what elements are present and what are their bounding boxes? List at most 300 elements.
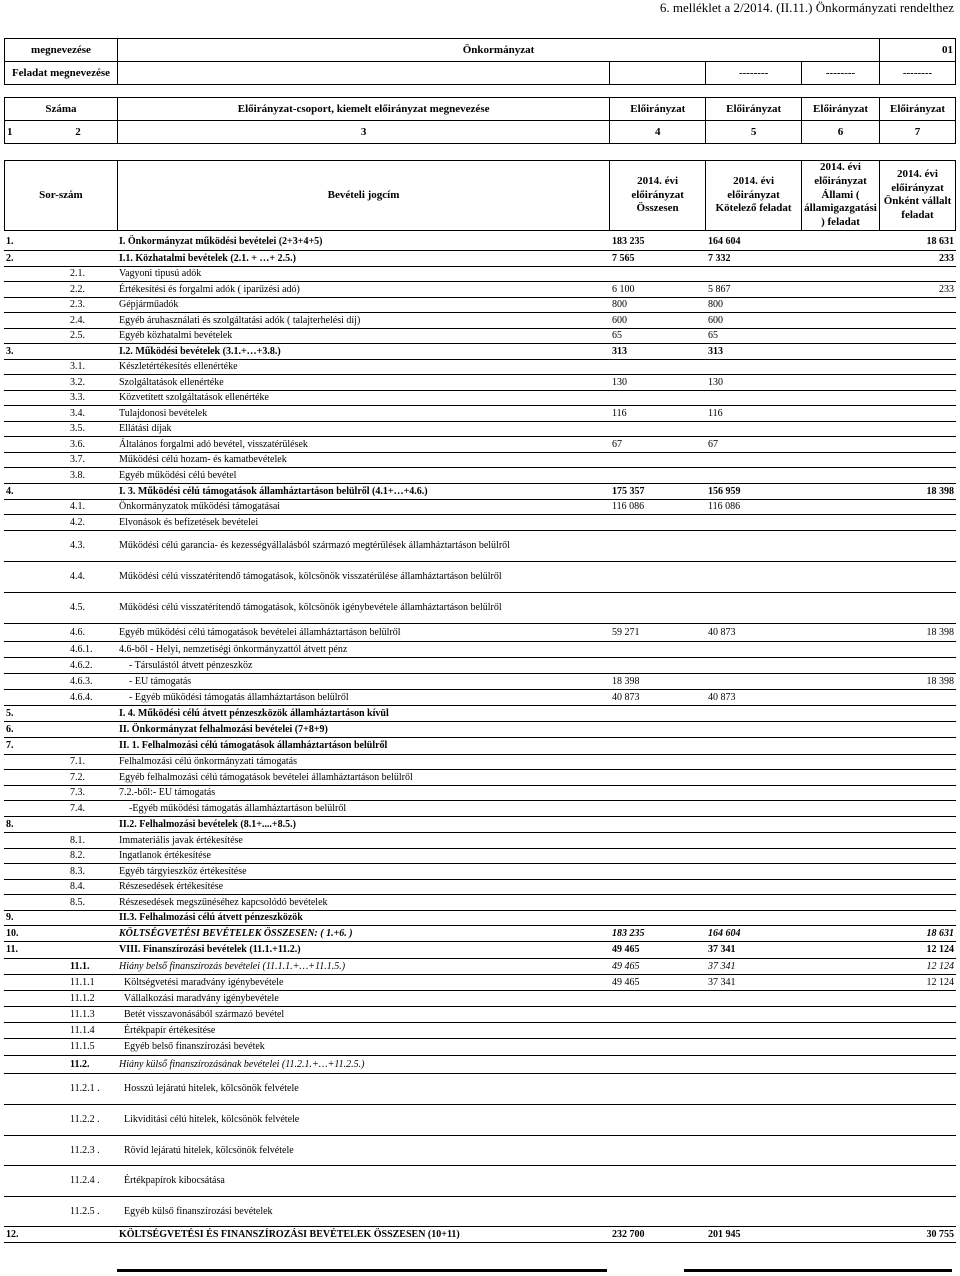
value-kotelezo [706, 1104, 802, 1135]
row-label: Tulajdonosi bevételek [117, 405, 610, 421]
table-row [4, 467, 956, 483]
row-number [4, 1073, 64, 1104]
form-header [4, 38, 956, 144]
row-number [4, 800, 64, 816]
row-label: Ellátási díjak [117, 421, 610, 436]
row-number [4, 328, 64, 343]
row-subnumber: 8.4. [64, 879, 117, 894]
row-number [4, 1006, 64, 1022]
table-row [4, 990, 956, 1006]
value-kotelezo [706, 657, 802, 673]
col-title-3: Előirányzat [802, 98, 880, 121]
value-allami [802, 1165, 880, 1196]
table-row [4, 910, 956, 925]
row-subnumber: 11.1.3 [64, 1006, 117, 1022]
value-kotelezo: 313 [706, 343, 802, 359]
col-num-2: 2 [75, 126, 81, 138]
row-subnumber [64, 721, 117, 737]
value-osszesen [610, 894, 706, 910]
table-row [4, 657, 956, 673]
task-dash-2: -------- [802, 62, 880, 85]
table-row [4, 530, 956, 561]
value-osszesen [610, 514, 706, 530]
value-onkent [880, 689, 956, 705]
value-osszesen: 40 873 [610, 689, 706, 705]
row-subnumber [64, 483, 117, 499]
row-subnumber: 11.1. [64, 958, 117, 974]
value-kotelezo: 600 [706, 312, 802, 328]
row-label: Elvonások és befizetések bevételei [117, 514, 610, 530]
signature-line-left [117, 1269, 607, 1272]
col-jogcim: Bevételi jogcím [117, 161, 609, 231]
value-onkent [880, 1006, 956, 1022]
value-osszesen: 183 235 [610, 925, 706, 941]
table-row [4, 754, 956, 769]
row-subnumber: 11.2.3 . [64, 1135, 117, 1165]
row-label: Működési célú visszatérítendő támogatások, kölcsönök igénybevétele államháztartáson belülről [117, 592, 610, 623]
row-label: Hiány külső finanszírozásának bevételei (11.2.1.+…+11.2.5.) [117, 1055, 610, 1073]
value-kotelezo: 37 341 [706, 941, 802, 958]
col-kotelezo: 2014. évi előirányzat Kötelező feladat [706, 161, 802, 231]
row-label: II.2. Felhalmozási bevételek (8.1+....+8.5.) [117, 816, 610, 832]
row-number: 10. [4, 925, 64, 941]
value-onkent [880, 421, 956, 436]
value-allami [802, 1022, 880, 1038]
row-label: Részesedések megszűnéséhez kapcsolódó bevételek [117, 894, 610, 910]
row-subnumber: 3.3. [64, 390, 117, 405]
row-label: I.1. Közhatalmi bevételek (2.1. + …+ 2.5.) [117, 250, 610, 266]
column-headers [4, 160, 956, 231]
row-number [4, 832, 64, 848]
value-osszesen: 67 [610, 436, 706, 452]
value-osszesen: 116 [610, 405, 706, 421]
value-onkent: 12 124 [880, 974, 956, 990]
value-osszesen [610, 879, 706, 894]
table-row [4, 1135, 956, 1165]
row-label: Szolgáltatások ellenértéke [117, 374, 610, 390]
row-number [4, 1022, 64, 1038]
row-number [4, 863, 64, 879]
value-kotelezo [706, 848, 802, 863]
row-label: - EU támogatás [117, 673, 610, 689]
value-kotelezo [706, 879, 802, 894]
value-osszesen [610, 785, 706, 800]
row-number [4, 657, 64, 673]
value-allami [802, 958, 880, 974]
table-row [4, 499, 956, 514]
row-label: II.3. Felhalmozási célú átvett pénzeszközök [117, 910, 610, 925]
value-allami [802, 483, 880, 499]
row-label: Immateriális javak értékesítése [117, 832, 610, 848]
row-subnumber: 4.6.4. [64, 689, 117, 705]
value-osszesen: 600 [610, 312, 706, 328]
table-row [4, 705, 956, 721]
value-kotelezo: 40 873 [706, 689, 802, 705]
row-label: - Egyéb működési támogatás államháztartáson belülről [117, 689, 610, 705]
row-number: 7. [4, 737, 64, 754]
value-osszesen [610, 754, 706, 769]
value-kotelezo [706, 1073, 802, 1104]
value-osszesen [610, 1073, 706, 1104]
header-label: megnevezése [5, 39, 118, 62]
value-allami [802, 374, 880, 390]
row-number [4, 281, 64, 297]
value-onkent [880, 343, 956, 359]
row-label: Vállalkozási maradvány igénybevétele [117, 990, 610, 1006]
value-onkent [880, 266, 956, 281]
row-number [4, 1038, 64, 1055]
row-number: 4. [4, 483, 64, 499]
row-subnumber: 11.1.1 [64, 974, 117, 990]
row-number [4, 592, 64, 623]
row-number [4, 894, 64, 910]
col-osszesen: 2014. évi előirányzat Összesen [610, 161, 706, 231]
row-number [4, 297, 64, 312]
col-sorszam: Sor-szám [5, 161, 118, 231]
table-row [4, 343, 956, 359]
value-kotelezo: 116 086 [706, 499, 802, 514]
row-subnumber [64, 737, 117, 754]
value-osszesen [610, 359, 706, 374]
value-kotelezo [706, 705, 802, 721]
value-kotelezo: 164 604 [706, 925, 802, 941]
value-onkent [880, 1196, 956, 1226]
row-subnumber: 8.2. [64, 848, 117, 863]
value-allami [802, 800, 880, 816]
row-label: Egyéb külső finanszírozási bevételek [117, 1196, 610, 1226]
row-label: Részesedések értékesítése [117, 879, 610, 894]
value-allami [802, 879, 880, 894]
table-row [4, 879, 956, 894]
row-subnumber: 4.6.1. [64, 641, 117, 657]
row-number [4, 848, 64, 863]
row-subnumber [64, 250, 117, 266]
value-onkent [880, 1055, 956, 1073]
row-number [4, 754, 64, 769]
row-number: 9. [4, 910, 64, 925]
col-title-2: Előirányzat [706, 98, 802, 121]
value-allami [802, 405, 880, 421]
value-kotelezo [706, 721, 802, 737]
value-onkent [880, 359, 956, 374]
value-onkent [880, 879, 956, 894]
row-number [4, 641, 64, 657]
row-number [4, 561, 64, 592]
col-num-5: 5 [706, 121, 802, 144]
value-osszesen: 313 [610, 343, 706, 359]
row-label: Vagyoni tipusú adók [117, 266, 610, 281]
value-kotelezo: 40 873 [706, 623, 802, 641]
value-onkent [880, 737, 956, 754]
table-row [4, 785, 956, 800]
value-osszesen [610, 705, 706, 721]
row-subnumber [64, 941, 117, 958]
value-allami [802, 863, 880, 879]
row-subnumber: 11.2.1 . [64, 1073, 117, 1104]
value-osszesen: 18 398 [610, 673, 706, 689]
value-allami [802, 925, 880, 941]
row-number: 2. [4, 250, 64, 266]
value-allami [802, 832, 880, 848]
value-onkent: 18 398 [880, 673, 956, 689]
table-row [4, 452, 956, 467]
row-number [4, 1104, 64, 1135]
value-onkent [880, 910, 956, 925]
header-code: 01 [880, 39, 956, 62]
value-kotelezo [706, 894, 802, 910]
col-num-3: 3 [117, 121, 609, 144]
value-osszesen [610, 1055, 706, 1073]
table-row [4, 800, 956, 816]
value-osszesen: 59 271 [610, 623, 706, 641]
value-allami [802, 941, 880, 958]
value-osszesen: 183 235 [610, 234, 706, 250]
value-onkent [880, 592, 956, 623]
value-allami [802, 623, 880, 641]
row-label: KÖLTSÉGVETÉSI ÉS FINANSZÍROZÁSI BEVÉTELEK ÖSSZESEN (10+11) [117, 1226, 610, 1242]
value-osszesen [610, 421, 706, 436]
value-osszesen: 7 565 [610, 250, 706, 266]
table-row [4, 863, 956, 879]
row-label: I. 3. Működési célú támogatások államháztartáson belülről (4.1+…+4.6.) [117, 483, 610, 499]
table-row [4, 1226, 956, 1242]
value-kotelezo: 164 604 [706, 234, 802, 250]
value-allami [802, 266, 880, 281]
row-number [4, 499, 64, 514]
value-kotelezo [706, 1022, 802, 1038]
value-onkent [880, 1135, 956, 1165]
table-row [4, 1196, 956, 1226]
value-osszesen [610, 1038, 706, 1055]
value-allami [802, 641, 880, 657]
value-kotelezo [706, 990, 802, 1006]
row-subnumber: 3.5. [64, 421, 117, 436]
value-allami [802, 894, 880, 910]
row-subnumber: 3.4. [64, 405, 117, 421]
row-label: I.2. Működési bevételek (3.1.+…+3.8.) [117, 343, 610, 359]
row-subnumber: 3.7. [64, 452, 117, 467]
value-allami [802, 1006, 880, 1022]
value-allami [802, 1104, 880, 1135]
value-kotelezo [706, 1038, 802, 1055]
value-osszesen [610, 390, 706, 405]
value-onkent [880, 641, 956, 657]
value-onkent [880, 863, 956, 879]
table-row [4, 359, 956, 374]
value-osszesen [610, 561, 706, 592]
row-label: Egyéb felhalmozási célú támogatások bevételei államháztartáson belülről [117, 769, 610, 785]
table-row [4, 592, 956, 623]
value-kotelezo [706, 390, 802, 405]
row-label: Felhalmozási célú önkormányzati támogatás [117, 754, 610, 769]
value-osszesen [610, 910, 706, 925]
row-subnumber: 7.2. [64, 769, 117, 785]
table-row [4, 1073, 956, 1104]
value-osszesen [610, 592, 706, 623]
task-dash-1: -------- [706, 62, 802, 85]
value-allami [802, 769, 880, 785]
row-number [4, 1135, 64, 1165]
row-number [4, 879, 64, 894]
row-label: Készletértékesítés ellenértéke [117, 359, 610, 374]
row-subnumber: 8.5. [64, 894, 117, 910]
value-allami [802, 705, 880, 721]
value-onkent [880, 816, 956, 832]
value-allami [802, 990, 880, 1006]
table-row [4, 1006, 956, 1022]
value-allami [802, 328, 880, 343]
table-row [4, 721, 956, 737]
row-subnumber: 4.4. [64, 561, 117, 592]
value-allami [802, 1073, 880, 1104]
value-allami [802, 721, 880, 737]
table-row [4, 561, 956, 592]
row-label: II. 1. Felhalmozási célú támogatások államháztartáson belülről [117, 737, 610, 754]
value-allami [802, 297, 880, 312]
task-label: Feladat megnevezése [5, 62, 118, 85]
value-kotelezo [706, 592, 802, 623]
value-allami [802, 467, 880, 483]
table-row [4, 816, 956, 832]
table-row [4, 297, 956, 312]
col-title-szama: Száma [5, 98, 118, 121]
row-number [4, 266, 64, 281]
row-subnumber [64, 816, 117, 832]
value-osszesen: 6 100 [610, 281, 706, 297]
row-label: Működési célú visszatérítendő támogatások, kölcsönök visszatérülése államháztartáson belülről [117, 561, 610, 592]
table-row [4, 390, 956, 405]
value-onkent: 18 631 [880, 234, 956, 250]
table-row [4, 894, 956, 910]
value-kotelezo: 5 867 [706, 281, 802, 297]
table-row [4, 769, 956, 785]
row-label: Hiány belső finanszírozás bevételei (11.1.1.+…+11.1.5.) [117, 958, 610, 974]
row-subnumber: 4.5. [64, 592, 117, 623]
table-row [4, 832, 956, 848]
table-row [4, 250, 956, 266]
row-number [4, 514, 64, 530]
row-label: VIII. Finanszírozási bevételek (11.1.+11.2.) [117, 941, 610, 958]
value-allami [802, 737, 880, 754]
value-osszesen [610, 657, 706, 673]
col-num-row [5, 121, 118, 144]
value-onkent [880, 705, 956, 721]
value-kotelezo [706, 359, 802, 374]
value-osszesen [610, 1104, 706, 1135]
row-subnumber: 3.1. [64, 359, 117, 374]
row-subnumber: 8.1. [64, 832, 117, 848]
row-number [4, 359, 64, 374]
table-row [4, 1022, 956, 1038]
row-subnumber: 3.6. [64, 436, 117, 452]
value-kotelezo: 37 341 [706, 958, 802, 974]
value-onkent [880, 452, 956, 467]
row-subnumber: 11.2.2 . [64, 1104, 117, 1135]
value-onkent [880, 1165, 956, 1196]
value-kotelezo: 67 [706, 436, 802, 452]
value-onkent [880, 328, 956, 343]
table-row [4, 483, 956, 499]
table-row [4, 1055, 956, 1073]
row-number: 12. [4, 1226, 64, 1242]
value-osszesen [610, 769, 706, 785]
row-label: Egyéb belső finanszírozási bevétek [117, 1038, 610, 1055]
row-subnumber: 4.3. [64, 530, 117, 561]
row-number [4, 374, 64, 390]
value-osszesen [610, 848, 706, 863]
row-number [4, 421, 64, 436]
value-osszesen [610, 863, 706, 879]
value-osszesen [610, 816, 706, 832]
row-label: Rövid lejáratú hitelek, kölcsönök felvétele [117, 1135, 610, 1165]
value-kotelezo [706, 863, 802, 879]
signature-line-right [684, 1269, 952, 1272]
row-number: 1. [4, 234, 64, 250]
value-kotelezo [706, 769, 802, 785]
value-onkent [880, 832, 956, 848]
row-label: Gépjárműadók [117, 297, 610, 312]
row-subnumber: 4.2. [64, 514, 117, 530]
value-onkent [880, 848, 956, 863]
row-subnumber [64, 234, 117, 250]
table-row [4, 328, 956, 343]
value-allami [802, 816, 880, 832]
row-number: 8. [4, 816, 64, 832]
value-osszesen [610, 467, 706, 483]
row-subnumber: 7.3. [64, 785, 117, 800]
value-onkent [880, 514, 956, 530]
table-row [4, 374, 956, 390]
col-num-1: 1 [7, 126, 13, 138]
row-number [4, 530, 64, 561]
table-row [4, 689, 956, 705]
value-kotelezo [706, 816, 802, 832]
row-label: Egyéb működési célú támogatások bevételei államháztartáson belülről [117, 623, 610, 641]
value-kotelezo [706, 910, 802, 925]
row-label: Költségvetési maradvány igénybevétele [117, 974, 610, 990]
value-onkent: 233 [880, 281, 956, 297]
task-name [117, 62, 609, 85]
row-number [4, 689, 64, 705]
value-kotelezo: 116 [706, 405, 802, 421]
value-osszesen: 800 [610, 297, 706, 312]
row-subnumber: 4.6.3. [64, 673, 117, 689]
value-onkent [880, 499, 956, 514]
value-allami [802, 1055, 880, 1073]
value-onkent [880, 721, 956, 737]
row-subnumber: 11.2.4 . [64, 1165, 117, 1196]
row-label: Működési célú hozam- és kamatbevételek [117, 452, 610, 467]
page-title: 6. melléklet a 2/2014. (II.11.) Önkormányzati rendelthez [659, 0, 954, 15]
row-subnumber: 7.4. [64, 800, 117, 816]
value-onkent: 12 124 [880, 941, 956, 958]
row-subnumber [64, 925, 117, 941]
table-row [4, 623, 956, 641]
row-number [4, 452, 64, 467]
value-kotelezo [706, 785, 802, 800]
row-subnumber: 2.4. [64, 312, 117, 328]
value-allami [802, 689, 880, 705]
table-row [4, 925, 956, 941]
row-label: Betét visszavonásából származó bevétel [117, 1006, 610, 1022]
table-row [4, 958, 956, 974]
value-allami [802, 390, 880, 405]
value-onkent [880, 800, 956, 816]
table-row [4, 974, 956, 990]
row-subnumber: 4.6.2. [64, 657, 117, 673]
value-allami [802, 657, 880, 673]
value-osszesen: 232 700 [610, 1226, 706, 1242]
